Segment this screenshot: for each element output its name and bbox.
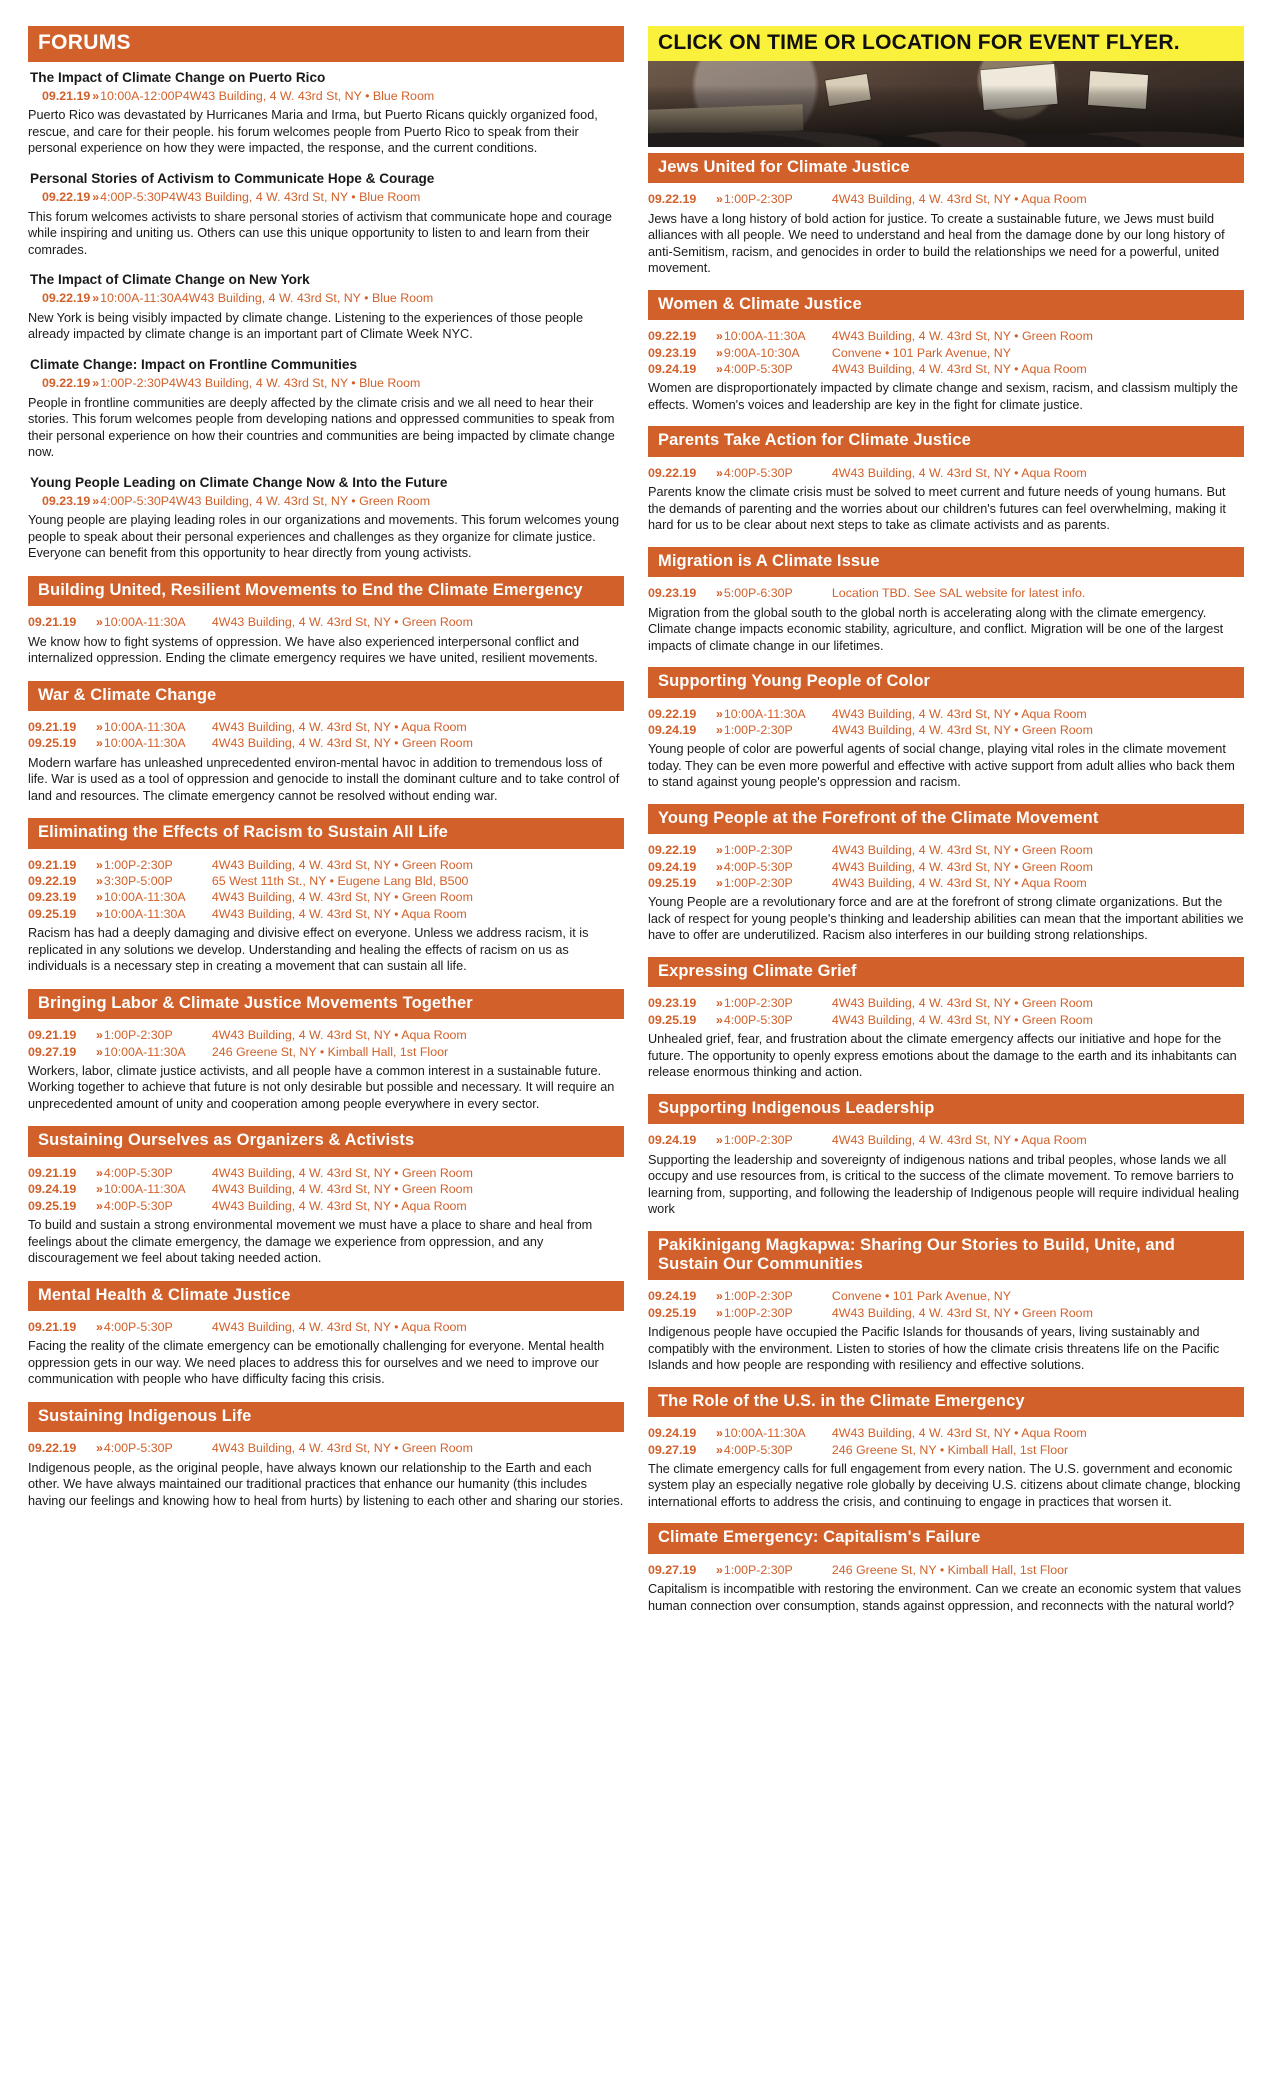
- event-location[interactable]: 4W43 Building, 4 W. 43rd St, NY • Green Room: [211, 615, 473, 630]
- event-date: 09.23.19: [648, 996, 697, 1011]
- event-location[interactable]: 4W43 Building, 4 W. 43rd St, NY • Green Room: [211, 857, 473, 872]
- schedule-row[interactable]: [648, 1305, 1244, 1321]
- event-location[interactable]: Convene • 101 Park Avenue, NY: [831, 1289, 1011, 1304]
- topic-description: Women are disproportionately impacted by climate change and sexism, racism, and classism multiply the effects. Women's voices and leadership are key in the fight for climate justice.: [648, 381, 1238, 412]
- schedule-row[interactable]: [28, 375, 624, 391]
- schedule-row[interactable]: [28, 906, 624, 922]
- event-location[interactable]: 4W43 Building, 4 W. 43rd St, NY • Green Room: [211, 736, 473, 751]
- schedule-list: [648, 191, 1244, 207]
- event-time[interactable]: 4:00P-5:30P: [100, 190, 170, 205]
- event-date: 09.21.19: [28, 720, 77, 735]
- schedule-list: [28, 1165, 624, 1214]
- event-date: 09.23.19: [42, 493, 91, 508]
- schedule-row[interactable]: [28, 1181, 624, 1197]
- event-time[interactable]: 4:00P-5:30P: [103, 1165, 173, 1180]
- topic-description: Migration from the global south to the global north is accelerating along with the climate emergency. Climate change impacts economic stability, agriculture, and conflict. Migration will be one of the largest impacts of climate change in our lifetimes.: [648, 605, 1224, 653]
- event-location[interactable]: 4W43 Building, 4 W. 43rd St, NY • Blue Room: [182, 89, 435, 104]
- topic-description: Jews have a long history of bold action for justice. To create a sustainable future, we Jews must build alliances with all people. We need to understand and heal from the damage done by our long history of anti-Semitism, racism, and genocides in order to build the relationships we need for a powerful, united movement.: [648, 211, 1225, 276]
- forums-list: [28, 70, 624, 562]
- forum-entry: [28, 475, 624, 562]
- schedule-row[interactable]: [648, 345, 1244, 361]
- topic-section: [648, 667, 1244, 791]
- arrow-icon: »: [96, 1182, 102, 1197]
- event-time[interactable]: 1:00P-2:30P: [723, 1305, 793, 1320]
- event-time[interactable]: 1:00P-2:30P: [723, 876, 793, 891]
- topic-title: Bringing Labor & Climate Justice Movements Together: [28, 989, 624, 1019]
- topic-description: The climate emergency calls for full engagement from every nation. The U.S. government and economic system play an especially negative role globally by deceiving U.S. citizens about climate change, blocking international efforts to address the crisis, and continuing to engage in practices that worsen it.: [648, 1461, 1241, 1509]
- arrow-icon: »: [716, 586, 722, 601]
- event-location[interactable]: 4W43 Building, 4 W. 43rd St, NY • Green Room: [831, 996, 1093, 1011]
- schedule-row[interactable]: [28, 1198, 624, 1214]
- schedule-row[interactable]: [648, 1288, 1244, 1304]
- event-date: 09.22.19: [28, 874, 77, 889]
- event-time[interactable]: 10:00A-11:30A: [723, 706, 806, 721]
- forum-description: People in frontline communities are deeply affected by the climate crisis and we all need to hear their stories. This forum welcomes people from developing nations and oppressed communities to speak from their personal experience on how their countries and communities are being impacted by climate change now.: [28, 395, 615, 460]
- arrow-icon: »: [96, 857, 102, 872]
- arrow-icon: »: [96, 874, 102, 889]
- arrow-icon: »: [716, 722, 722, 737]
- forum-title: The Impact of Climate Change on New York: [30, 272, 310, 288]
- arrow-icon: »: [716, 345, 722, 360]
- topic-section: [648, 153, 1244, 277]
- event-time[interactable]: 4:00P-5:30P: [103, 1198, 173, 1213]
- schedule-row[interactable]: [28, 1027, 624, 1043]
- event-date: 09.24.19: [648, 362, 697, 377]
- event-location[interactable]: 4W43 Building, 4 W. 43rd St, NY • Aqua Room: [831, 706, 1087, 721]
- event-time[interactable]: 1:00P-2:30P: [103, 857, 173, 872]
- event-time[interactable]: 4:00P-5:30P: [723, 362, 793, 377]
- schedule-row[interactable]: [648, 361, 1244, 377]
- schedule-list: [648, 1132, 1244, 1148]
- event-location[interactable]: 4W43 Building, 4 W. 43rd St, NY • Green Room: [169, 493, 431, 508]
- schedule-row[interactable]: [648, 1132, 1244, 1148]
- schedule-list: [28, 857, 624, 923]
- forum-entry: [28, 272, 624, 343]
- event-location[interactable]: 4W43 Building, 4 W. 43rd St, NY • Blue Room: [169, 376, 421, 391]
- topic-description: To build and sustain a strong environmental movement we must have a place to share and heal from feelings about the climate emergency, the damage we experience from oppression, and any discouragement we feel about taking needed action.: [28, 1218, 593, 1266]
- schedule-row[interactable]: [28, 735, 624, 751]
- event-time[interactable]: 10:00A-11:30A: [103, 1044, 186, 1059]
- click-instruction-banner: CLICK ON TIME OR LOCATION FOR EVENT FLYER.: [648, 26, 1244, 61]
- arrow-icon: »: [716, 1305, 722, 1320]
- event-date: 09.24.19: [28, 1182, 77, 1197]
- event-date: 09.25.19: [28, 1198, 77, 1213]
- event-date: 09.21.19: [28, 1165, 77, 1180]
- topic-description: Modern warfare has unleashed unprecedented environ-mental havoc in addition to tremendous loss of life. War is used as a tool of oppression and genocide to install the dominant culture and to take control of land and resources. The climate emergency cannot be resolved without ending war.: [28, 755, 620, 803]
- topic-title: Sustaining Ourselves as Organizers & Activists: [28, 1126, 624, 1156]
- event-time[interactable]: 1:00P-2:30P: [723, 1562, 793, 1577]
- schedule-row[interactable]: [28, 1319, 624, 1335]
- arrow-icon: »: [96, 1320, 102, 1335]
- arrow-icon: »: [96, 1441, 102, 1456]
- arrow-icon: »: [92, 291, 99, 306]
- arrow-icon: »: [716, 1426, 722, 1441]
- schedule-row[interactable]: [28, 88, 624, 104]
- event-date: 09.21.19: [28, 1028, 77, 1043]
- event-time[interactable]: 1:00P-2:30P: [723, 192, 793, 207]
- event-location[interactable]: 4W43 Building, 4 W. 43rd St, NY • Green Room: [831, 843, 1093, 858]
- event-location[interactable]: 4W43 Building, 4 W. 43rd St, NY • Aqua Room: [211, 906, 467, 921]
- event-location[interactable]: 4W43 Building, 4 W. 43rd St, NY • Aqua Room: [211, 720, 467, 735]
- arrow-icon: »: [716, 843, 722, 858]
- schedule-list: [28, 189, 624, 205]
- topic-section: [28, 989, 624, 1113]
- forums-header: FORUMS: [28, 26, 624, 62]
- topic-section: [28, 1402, 624, 1509]
- forum-title: Personal Stories of Activism to Communicate Hope & Courage: [30, 170, 435, 186]
- schedule-row[interactable]: [28, 873, 624, 889]
- arrow-icon: »: [716, 1133, 722, 1148]
- topic-title: Pakikinigang Magkapwa: Sharing Our Stories to Build, Unite, and Sustain Our Communities: [648, 1231, 1244, 1281]
- forum-description: This forum welcomes activists to share personal stories of activism that communicate hope and courage while inspiring and uniting us. Others can use this unique opportunity to listen to and learn from their comrades.: [28, 209, 612, 257]
- event-time[interactable]: 10:00A-11:30A: [103, 890, 186, 905]
- topic-description: Indigenous people, as the original people, have always known our relationship to the Earth and each other. We have always maintained our traditional practices that enhance our humanity (this includes having our feelings and knowing how to heal from hurts) by listening to each other and sharing our stories.: [28, 1460, 624, 1508]
- event-date: 09.22.19: [42, 291, 91, 306]
- topic-section: [648, 1523, 1244, 1614]
- topic-title: The Role of the U.S. in the Climate Emergency: [648, 1387, 1244, 1417]
- topic-title: Climate Emergency: Capitalism's Failure: [648, 1523, 1244, 1553]
- topic-section: [28, 818, 624, 974]
- event-time[interactable]: 10:00A-11:30A: [103, 720, 186, 735]
- topic-section: [648, 1231, 1244, 1374]
- event-date: 09.22.19: [648, 329, 697, 344]
- topic-section: [648, 957, 1244, 1081]
- event-time[interactable]: 1:00P-2:30P: [723, 1289, 793, 1304]
- event-time[interactable]: 4:00P-5:30P: [100, 493, 170, 508]
- schedule-list: [648, 842, 1244, 891]
- schedule-list: [648, 1562, 1244, 1578]
- schedule-row[interactable]: [648, 875, 1244, 891]
- event-location[interactable]: 4W43 Building, 4 W. 43rd St, NY • Green Room: [211, 1182, 473, 1197]
- event-time[interactable]: 5:00P-6:30P: [723, 586, 793, 601]
- topic-description: Indigenous people have occupied the Pacific Islands for thousands of years, living sustainably and compatibly with the environment. Listen to stories of how the climate crisis threatens life on the Pacific Islands and how people are responding with resiliency and effective solutions.: [648, 1325, 1220, 1373]
- schedule-list: [28, 1440, 624, 1456]
- event-time[interactable]: 10:00A-11:30A: [103, 736, 186, 751]
- event-location[interactable]: 4W43 Building, 4 W. 43rd St, NY • Aqua Room: [831, 192, 1087, 207]
- schedule-list: [28, 614, 624, 630]
- right-column: [648, 26, 1244, 1627]
- event-location[interactable]: 4W43 Building, 4 W. 43rd St, NY • Blue Room: [169, 190, 421, 205]
- event-date: 09.27.19: [28, 1044, 77, 1059]
- topic-title: War & Climate Change: [28, 681, 624, 711]
- event-location[interactable]: 4W43 Building, 4 W. 43rd St, NY • Green Room: [211, 1165, 473, 1180]
- topic-description: Racism has had a deeply damaging and divisive effect on everyone. Unless we address racism, it is replicated in any solutions we develop. Understanding and healing the effects of racism on us as individuals is a necessary step in creating a movement that can sustain all life.: [28, 926, 589, 974]
- topic-section: [648, 426, 1244, 533]
- event-location[interactable]: 4W43 Building, 4 W. 43rd St, NY • Green Room: [211, 1441, 473, 1456]
- arrow-icon: »: [716, 706, 722, 721]
- topic-section: [28, 681, 624, 805]
- schedule-row[interactable]: [648, 191, 1244, 207]
- arrow-icon: »: [92, 376, 99, 391]
- event-time[interactable]: 4:00P-5:30P: [723, 465, 793, 480]
- schedule-list: [28, 1319, 624, 1335]
- arrow-icon: »: [716, 996, 722, 1011]
- forum-title: The Impact of Climate Change on Puerto Rico: [30, 69, 326, 85]
- forum-title: Young People Leading on Climate Change Now & Into the Future: [30, 474, 448, 490]
- event-time[interactable]: 1:00P-2:30P: [723, 843, 793, 858]
- arrow-icon: »: [716, 362, 722, 377]
- event-date: 09.24.19: [648, 859, 697, 874]
- event-date: 09.22.19: [28, 1441, 77, 1456]
- schedule-row[interactable]: [648, 1012, 1244, 1028]
- schedule-row[interactable]: [28, 719, 624, 735]
- event-time[interactable]: 1:00P-2:30P: [723, 1133, 793, 1148]
- right-sections-list: [648, 153, 1244, 1614]
- topic-section: [648, 290, 1244, 414]
- event-time[interactable]: 4:00P-5:30P: [103, 1320, 173, 1335]
- event-location[interactable]: 246 Greene St, NY • Kimball Hall, 1st Floor: [211, 1044, 449, 1059]
- arrow-icon: »: [716, 1562, 722, 1577]
- schedule-list: [648, 1288, 1244, 1321]
- topic-section: [28, 1281, 624, 1388]
- schedule-row[interactable]: [28, 493, 624, 509]
- arrow-icon: »: [716, 1289, 722, 1304]
- event-location[interactable]: 246 Greene St, NY • Kimball Hall, 1st Floor: [831, 1442, 1069, 1457]
- schedule-row[interactable]: [648, 995, 1244, 1011]
- topic-description: We know how to fight systems of oppression. We have also experienced interpersonal conflict and internalized oppression. Ending the climate emergency requires we have united, resilient movements.: [28, 634, 598, 666]
- forum-entry: [28, 357, 624, 461]
- forum-entry: [28, 171, 624, 258]
- topic-title: Young People at the Forefront of the Climate Movement: [648, 804, 1244, 834]
- schedule-list: [28, 719, 624, 752]
- topic-description: Young people of color are powerful agents of social change, playing vital roles in the climate movement today. They can be even more powerful and effective with active support from adult allies who back them to stand against young people's oppression and racism.: [648, 742, 1235, 790]
- event-time[interactable]: 10:00A-11:30A: [103, 615, 186, 630]
- event-date: 09.22.19: [42, 190, 91, 205]
- schedule-row[interactable]: [648, 585, 1244, 601]
- schedule-row[interactable]: [648, 722, 1244, 738]
- event-location[interactable]: 4W43 Building, 4 W. 43rd St, NY • Green Room: [831, 1305, 1093, 1320]
- arrow-icon: »: [96, 736, 102, 751]
- event-date: 09.24.19: [648, 722, 697, 737]
- event-date: 09.25.19: [28, 736, 77, 751]
- event-date: 09.23.19: [648, 345, 697, 360]
- arrow-icon: »: [92, 89, 99, 104]
- event-time[interactable]: 10:00A-11:30A: [100, 291, 182, 306]
- schedule-row[interactable]: [28, 614, 624, 630]
- event-time[interactable]: 1:00P-2:30P: [723, 996, 793, 1011]
- arrow-icon: »: [716, 876, 722, 891]
- event-date: 09.22.19: [648, 192, 697, 207]
- topic-description: Young People are a revolutionary force and are at the forefront of strong climate organizations. But the lack of respect for young people's thinking and leadership abilities can mean that the important abilities we have to offer are underutilized. Racism also interferes in our building strong relationships.: [648, 895, 1244, 943]
- event-time[interactable]: 1:00P-2:30P: [723, 722, 793, 737]
- event-date: 09.22.19: [42, 376, 91, 391]
- topic-description: Capitalism is incompatible with restoring the environment. Can we create an economic system that values human connection over consumption, stands against oppression, and reconnects with the natural world?: [648, 1582, 1242, 1613]
- event-date: 09.22.19: [648, 706, 697, 721]
- topic-title: Women & Climate Justice: [648, 290, 1244, 320]
- event-date: 09.24.19: [648, 1133, 697, 1148]
- event-location[interactable]: 246 Greene St, NY • Kimball Hall, 1st Floor: [831, 1562, 1069, 1577]
- event-location[interactable]: 4W43 Building, 4 W. 43rd St, NY • Aqua Room: [831, 362, 1087, 377]
- arrow-icon: »: [716, 329, 722, 344]
- event-date: 09.25.19: [648, 1305, 697, 1320]
- schedule-list: [648, 328, 1244, 377]
- event-date: 09.21.19: [42, 89, 91, 104]
- schedule-row[interactable]: [28, 1440, 624, 1456]
- event-time[interactable]: 3:30P-5:00P: [103, 874, 173, 889]
- topic-title: Mental Health & Climate Justice: [28, 1281, 624, 1311]
- schedule-row[interactable]: [648, 859, 1244, 875]
- event-date: 09.23.19: [648, 586, 697, 601]
- schedule-row[interactable]: [648, 842, 1244, 858]
- topic-description: Facing the reality of the climate emergency can be emotionally challenging for everyone. Mental health oppression gets in our way. We need places to address this for ourselves and we need to improve our communication with people who have difficulty facing this crisis.: [28, 1339, 605, 1387]
- schedule-list: [28, 290, 624, 306]
- schedule-row[interactable]: [28, 857, 624, 873]
- schedule-row[interactable]: [28, 189, 624, 205]
- event-time[interactable]: 10:00A-11:30A: [103, 906, 186, 921]
- event-date: 09.22.19: [648, 465, 697, 480]
- topic-description: Workers, labor, climate justice activists, and all people have a common interest in a sustainable future. Working together to achieve that future is not only desirable but possible and necessary. It will require an unprecedented amount of unity and cooperation among people everywhere in every sector.: [28, 1063, 615, 1111]
- arrow-icon: »: [716, 192, 722, 207]
- event-date: 09.21.19: [28, 857, 77, 872]
- event-date: 09.24.19: [648, 1426, 697, 1441]
- event-time[interactable]: 10:00A-11:30A: [723, 329, 806, 344]
- topic-section: [28, 1126, 624, 1266]
- schedule-list: [648, 995, 1244, 1028]
- event-location[interactable]: 4W43 Building, 4 W. 43rd St, NY • Aqua Room: [831, 1426, 1087, 1441]
- schedule-list: [648, 465, 1244, 481]
- schedule-row[interactable]: [648, 465, 1244, 481]
- topic-description: Parents know the climate crisis must be solved to meet current and future needs of young humans. But the demands of parenting and the worries about our children's futures can feel overwhelming, making it hard for us to be clear about next steps to take as climate activists and as parents.: [648, 485, 1226, 533]
- event-location[interactable]: 65 West 11th St., NY • Eugene Lang Bld, B500: [211, 874, 469, 889]
- event-location[interactable]: 4W43 Building, 4 W. 43rd St, NY • Green Room: [831, 1012, 1093, 1027]
- event-time[interactable]: 4:00P-5:30P: [723, 1442, 793, 1457]
- topic-title: Parents Take Action for Climate Justice: [648, 426, 1244, 456]
- topic-title: Building United, Resilient Movements to End the Climate Emergency: [28, 576, 624, 606]
- arrow-icon: »: [96, 890, 102, 905]
- topic-title: Expressing Climate Grief: [648, 957, 1244, 987]
- event-time[interactable]: 4:00P-5:30P: [103, 1441, 173, 1456]
- topic-section: [648, 1094, 1244, 1218]
- event-location[interactable]: 4W43 Building, 4 W. 43rd St, NY • Green Room: [831, 722, 1093, 737]
- event-time[interactable]: 10:00A-11:30A: [723, 1426, 806, 1441]
- forum-description: New York is being visibly impacted by climate change. Listening to the experiences of those people already impacted by climate change is an important part of Climate Week NYC.: [28, 310, 584, 342]
- arrow-icon: »: [96, 1028, 102, 1043]
- topic-description: Unhealed grief, fear, and frustration about the climate emergency affects our initiative and hope for the future. The opportunity to openly express emotions about the damage to the earth and its inhabitants can release enormous thinking and action.: [648, 1032, 1237, 1080]
- schedule-list: [28, 88, 624, 104]
- schedule-row[interactable]: [28, 889, 624, 905]
- topic-section: [648, 1387, 1244, 1511]
- schedule-list: [28, 493, 624, 509]
- event-date: 09.23.19: [28, 890, 77, 905]
- schedule-row[interactable]: [648, 1442, 1244, 1458]
- event-location[interactable]: 4W43 Building, 4 W. 43rd St, NY • Aqua Room: [211, 1320, 467, 1335]
- schedule-row[interactable]: [648, 328, 1244, 344]
- forum-title: Climate Change: Impact on Frontline Communities: [30, 356, 358, 372]
- event-time[interactable]: 9:00A-10:30A: [723, 345, 800, 360]
- event-location[interactable]: 4W43 Building, 4 W. 43rd St, NY • Green Room: [831, 329, 1093, 344]
- topic-section: [648, 804, 1244, 944]
- event-date: 09.27.19: [648, 1442, 697, 1457]
- event-location[interactable]: 4W43 Building, 4 W. 43rd St, NY • Aqua Room: [831, 465, 1087, 480]
- event-time[interactable]: 10:00A-12:00P: [100, 89, 183, 104]
- event-time[interactable]: 4:00P-5:30P: [723, 859, 793, 874]
- topic-title: Supporting Young People of Color: [648, 667, 1244, 697]
- event-location[interactable]: 4W43 Building, 4 W. 43rd St, NY • Aqua Room: [831, 876, 1087, 891]
- arrow-icon: »: [96, 1198, 102, 1213]
- event-date: 09.22.19: [648, 843, 697, 858]
- arrow-icon: »: [96, 615, 102, 630]
- arrow-icon: »: [92, 190, 99, 205]
- schedule-row[interactable]: [648, 1562, 1244, 1578]
- event-location[interactable]: Convene • 101 Park Avenue, NY: [831, 345, 1011, 360]
- arrow-icon: »: [716, 1442, 722, 1457]
- schedule-row[interactable]: [28, 290, 624, 306]
- event-location[interactable]: 4W43 Building, 4 W. 43rd St, NY • Green Room: [211, 890, 473, 905]
- topic-description: Supporting the leadership and sovereignty of indigenous nations and tribal peoples, whose lands we all occupy and use resources from, is critical to the success of the climate movement. To remove barriers to learning from, supporting, and following the leadership of Indigenous people will require individual healing work: [648, 1152, 1240, 1216]
- schedule-list: [28, 1027, 624, 1060]
- arrow-icon: »: [716, 1012, 722, 1027]
- topic-title: Supporting Indigenous Leadership: [648, 1094, 1244, 1124]
- schedule-row[interactable]: [28, 1165, 624, 1181]
- schedule-row[interactable]: [28, 1044, 624, 1060]
- arrow-icon: »: [96, 906, 102, 921]
- topic-title: Migration is A Climate Issue: [648, 547, 1244, 577]
- event-time[interactable]: 10:00A-11:30A: [103, 1182, 186, 1197]
- topic-section: [648, 547, 1244, 654]
- march-photo: [648, 61, 1244, 147]
- event-time[interactable]: 1:00P-2:30P: [100, 376, 170, 391]
- arrow-icon: »: [92, 493, 99, 508]
- left-sections-list: [28, 576, 624, 1510]
- photo-crowd: [648, 85, 1244, 147]
- topic-title: Sustaining Indigenous Life: [28, 1402, 624, 1432]
- event-date: 09.25.19: [648, 1012, 697, 1027]
- schedule-list: [28, 375, 624, 391]
- event-location[interactable]: 4W43 Building, 4 W. 43rd St, NY • Aqua Room: [211, 1028, 467, 1043]
- topic-section: [28, 576, 624, 667]
- schedule-row[interactable]: [648, 1425, 1244, 1441]
- event-date: 09.27.19: [648, 1562, 697, 1577]
- forum-entry: [28, 70, 624, 157]
- event-time[interactable]: 1:00P-2:30P: [103, 1028, 173, 1043]
- forum-description: Puerto Rico was devastated by Hurricanes Maria and Irma, but Puerto Ricans quickly organized food, rescue, and care for their people. his forum welcomes people from Puerto Rico to speak from their personal experience on how they were impacted, the response, and the current conditions.: [28, 108, 598, 156]
- schedule-row[interactable]: [648, 706, 1244, 722]
- forum-description: Young people are playing leading roles in our organizations and movements. This forum welcomes young people to speak about their personal experiences and challenges as they organize for climate justice. Everyone can benefit from this opportunity to hear directly from young activists.: [28, 513, 620, 561]
- event-location[interactable]: 4W43 Building, 4 W. 43rd St, NY • Green Room: [831, 859, 1093, 874]
- schedule-list: [648, 585, 1244, 601]
- event-time[interactable]: 4:00P-5:30P: [723, 1012, 793, 1027]
- event-date: 09.25.19: [648, 876, 697, 891]
- arrow-icon: »: [716, 859, 722, 874]
- schedule-list: [648, 706, 1244, 739]
- event-location[interactable]: 4W43 Building, 4 W. 43rd St, NY • Aqua Room: [211, 1198, 467, 1213]
- event-date: 09.24.19: [648, 1289, 697, 1304]
- event-date: 09.25.19: [28, 906, 77, 921]
- arrow-icon: »: [96, 1044, 102, 1059]
- event-date: 09.21.19: [28, 615, 77, 630]
- left-column: [28, 26, 624, 1523]
- arrow-icon: »: [716, 465, 722, 480]
- schedule-list: [648, 1425, 1244, 1458]
- topic-title: Eliminating the Effects of Racism to Sustain All Life: [28, 818, 624, 848]
- event-location[interactable]: 4W43 Building, 4 W. 43rd St, NY • Blue Room: [181, 291, 434, 306]
- arrow-icon: »: [96, 720, 102, 735]
- event-location[interactable]: Location TBD. See SAL website for latest info.: [831, 586, 1086, 601]
- topic-title: Jews United for Climate Justice: [648, 153, 1244, 183]
- event-date: 09.21.19: [28, 1320, 77, 1335]
- arrow-icon: »: [96, 1165, 102, 1180]
- event-location[interactable]: 4W43 Building, 4 W. 43rd St, NY • Aqua Room: [831, 1133, 1087, 1148]
